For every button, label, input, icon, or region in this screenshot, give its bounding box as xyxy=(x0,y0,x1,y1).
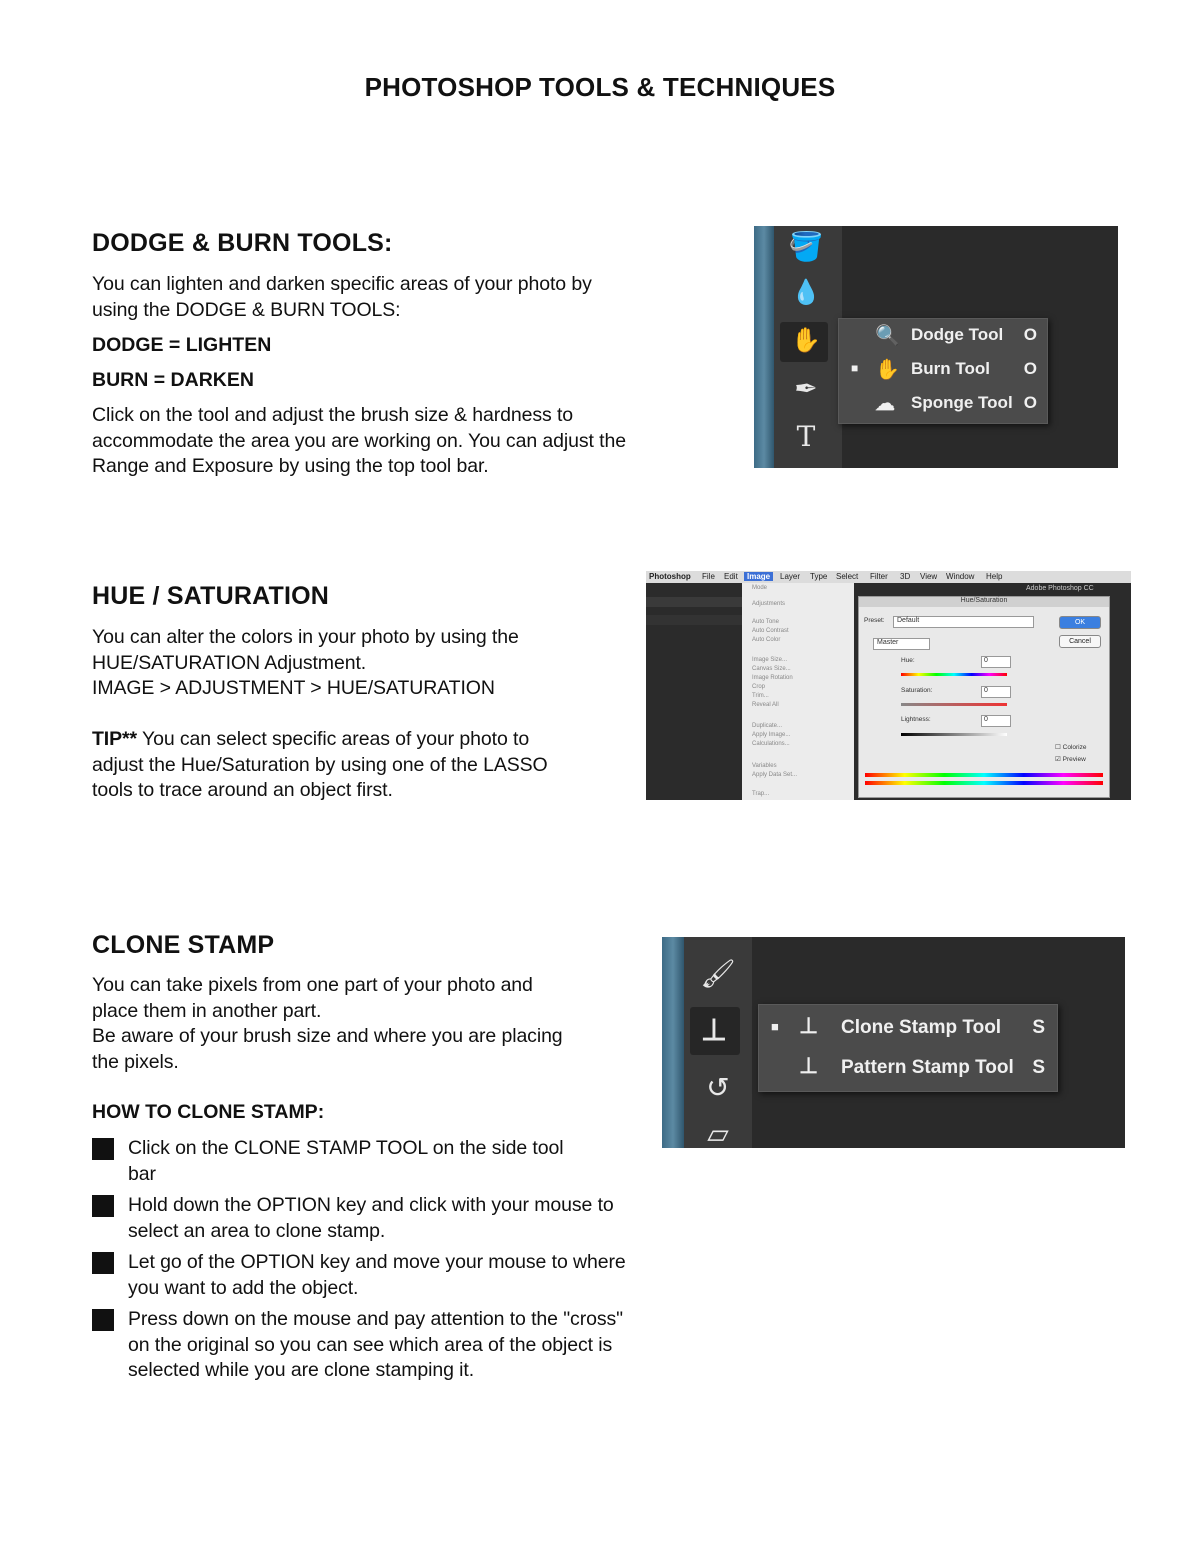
dodge-definition: DODGE = LIGHTEN xyxy=(92,334,272,356)
text-line: the pixels. xyxy=(92,1050,179,1073)
text-line: Press down on the mouse and pay attention to the "cross" xyxy=(128,1308,623,1330)
menu-item[interactable]: Crop xyxy=(752,684,766,690)
type-icon: T xyxy=(796,420,816,453)
hue-slider[interactable] xyxy=(901,673,1007,676)
flyout-label: Sponge Tool xyxy=(911,393,1013,412)
flyout-item-burn[interactable] xyxy=(839,353,1047,385)
menu-item[interactable]: Trap... xyxy=(752,791,770,797)
shortcut-key: O xyxy=(1023,325,1037,344)
flyout-label: Burn Tool xyxy=(911,359,990,378)
selected-marker: ■ xyxy=(851,361,859,375)
clone-stamp-icon: ⊥ xyxy=(799,1013,819,1038)
menu-item[interactable]: Canvas Size... xyxy=(752,666,791,672)
magnifier-icon: 🔍 xyxy=(875,325,900,347)
menu-edit[interactable]: Edit xyxy=(724,572,738,581)
blur-drop-icon: 💧 xyxy=(791,279,821,306)
menu-image[interactable]: Image xyxy=(744,572,773,581)
text-line: You can select specific areas of your photo to xyxy=(137,728,530,750)
saturation-slider[interactable] xyxy=(901,703,1007,706)
text-line: bar xyxy=(128,1162,156,1185)
flyout-label: Clone Stamp Tool xyxy=(841,1017,1002,1038)
color-bar-bottom xyxy=(865,781,1103,785)
preset-select[interactable]: Default xyxy=(893,616,1034,628)
menu-view[interactable]: View xyxy=(920,572,938,581)
eraser-icon: ▱ xyxy=(707,1118,729,1148)
flyout-item-sponge[interactable] xyxy=(839,387,1047,419)
preset-label: Preset: xyxy=(864,617,885,624)
channel-select[interactable]: Master xyxy=(873,638,930,650)
text-line: You can lighten and darken specific areas of your photo by xyxy=(92,273,592,295)
clone-stamp-heading: CLONE STAMP xyxy=(92,931,275,959)
square-bullet-icon xyxy=(92,1195,114,1217)
hue-saturation-tip xyxy=(92,727,548,804)
step-text xyxy=(128,1136,563,1187)
dodge-tool-icon[interactable]: ✋ xyxy=(791,327,821,354)
text-line: Range and Exposure by using the top tool bar. xyxy=(92,455,489,477)
tip-label: TIP** xyxy=(92,728,138,750)
flyout-item-dodge[interactable] xyxy=(839,319,1047,351)
menu-item[interactable]: Variables xyxy=(752,763,777,769)
clone-stamp-body xyxy=(92,973,563,1075)
menu-type[interactable]: Type xyxy=(810,572,828,581)
shortcut-key: O xyxy=(1023,393,1037,412)
hue-label: Hue: xyxy=(901,657,915,664)
square-bullet-icon xyxy=(92,1138,114,1160)
flyout-item-clone-stamp[interactable] xyxy=(759,1007,1057,1047)
menu-window[interactable]: Window xyxy=(946,572,975,581)
text-line: accommodate the area you are working on. You can adjust the xyxy=(92,429,626,452)
list-item xyxy=(92,1136,692,1187)
text-line: selected while you are clone stamping it. xyxy=(128,1359,475,1381)
text-line: select an area to clone stamp. xyxy=(128,1219,386,1242)
howto-heading: HOW TO CLONE STAMP: xyxy=(92,1101,325,1123)
shortcut-key: S xyxy=(1032,1017,1045,1038)
menu-select[interactable]: Select xyxy=(836,572,859,581)
list-item xyxy=(92,1307,692,1384)
text-line: You can take pixels from one part of your photo and xyxy=(92,974,533,996)
list-item xyxy=(92,1193,692,1244)
menu-item[interactable]: Adjustments xyxy=(752,601,786,607)
saturation-label: Saturation: xyxy=(901,687,933,694)
menu-file[interactable]: File xyxy=(702,572,715,581)
text-line: Be aware of your brush size and where you are placing xyxy=(92,1025,563,1047)
dodge-burn-intro xyxy=(92,272,592,323)
menu-item[interactable]: Apply Data Set... xyxy=(752,772,798,778)
clone-stamp-flyout xyxy=(758,1004,1058,1092)
pattern-stamp-icon: ⊥ xyxy=(799,1053,819,1078)
menu-filter[interactable]: Filter xyxy=(870,572,888,581)
menu-item[interactable]: Auto Contrast xyxy=(752,628,789,634)
color-bar-top xyxy=(865,773,1103,777)
step-text xyxy=(128,1307,623,1384)
clone-stamp-tool-icon[interactable]: ⊥ xyxy=(700,1014,728,1047)
menu-item[interactable]: Image Size... xyxy=(752,657,788,663)
text-line: tools to trace around an object first. xyxy=(92,779,393,801)
square-bullet-icon xyxy=(92,1309,114,1331)
app-name: Adobe Photoshop CC xyxy=(1026,585,1094,592)
menu-item[interactable]: Trim... xyxy=(752,693,769,699)
cancel-button[interactable]: Cancel xyxy=(1059,635,1101,648)
menu-item[interactable]: Auto Tone xyxy=(752,619,779,625)
dodge-burn-flyout xyxy=(838,318,1048,424)
text-line: place them in another part. xyxy=(92,999,322,1022)
text-line: using the DODGE & BURN TOOLS: xyxy=(92,298,401,321)
text-line: Let go of the OPTION key and move your mouse to where xyxy=(128,1251,626,1273)
burn-definition: BURN = DARKEN xyxy=(92,369,254,391)
menu-help[interactable]: Help xyxy=(986,572,1003,581)
doc-tab xyxy=(646,615,742,625)
square-bullet-icon xyxy=(92,1252,114,1274)
flyout-label: Dodge Tool xyxy=(911,325,1004,344)
lightness-field[interactable]: 0 xyxy=(981,715,1011,727)
step-text xyxy=(128,1193,614,1244)
preview-checkbox[interactable]: ☑ Preview xyxy=(1055,756,1086,763)
text-line: adjust the Hue/Saturation by using one of the LASSO xyxy=(92,753,548,776)
menu-item[interactable]: Image Rotation xyxy=(752,675,793,681)
text-line: Click on the CLONE STAMP TOOL on the side tool xyxy=(128,1137,564,1159)
sponge-icon: ☁ xyxy=(875,393,895,415)
hue-saturation-heading: HUE / SATURATION xyxy=(92,582,329,610)
paint-bucket-icon: 🪣 xyxy=(788,231,824,262)
hue-saturation-dialog xyxy=(858,596,1110,798)
text-line: you want to add the object. xyxy=(128,1276,359,1299)
hue-saturation-body xyxy=(92,625,519,702)
menu-item[interactable]: Calculations... xyxy=(752,741,790,747)
howto-steps xyxy=(92,1136,692,1390)
canvas-edge xyxy=(662,937,684,1148)
lightness-label: Lightness: xyxy=(901,716,931,723)
menu-item[interactable]: Duplicate... xyxy=(752,723,783,729)
ok-button[interactable]: OK xyxy=(1059,616,1101,629)
menu-item[interactable]: Auto Color xyxy=(752,637,781,643)
menu-item[interactable]: Reveal All xyxy=(752,702,779,708)
dodge-burn-body xyxy=(92,403,626,480)
list-item xyxy=(92,1250,692,1301)
flyout-item-pattern-stamp[interactable] xyxy=(759,1047,1057,1087)
hue-field[interactable]: 0 xyxy=(981,656,1011,668)
dialog-title: Hue/Saturation xyxy=(859,597,1109,607)
menu-item[interactable]: Apply Image... xyxy=(752,732,791,738)
toolbar xyxy=(684,937,752,1148)
menu-3d[interactable]: 3D xyxy=(900,572,911,581)
canvas-edge xyxy=(754,226,774,468)
text-line: Hold down the OPTION key and click with your mouse to xyxy=(128,1194,614,1216)
text-line: You can alter the colors in your photo by using the xyxy=(92,626,519,648)
step-text xyxy=(128,1250,626,1301)
menu-bar xyxy=(646,571,1131,583)
saturation-field[interactable]: 0 xyxy=(981,686,1011,698)
shortcut-key: O xyxy=(1023,359,1037,378)
history-brush-icon: ↺ xyxy=(706,1072,730,1103)
toolbar xyxy=(774,226,842,468)
menu-layer[interactable]: Layer xyxy=(780,572,801,581)
shortcut-key: S xyxy=(1032,1057,1045,1078)
pen-icon: ✒ xyxy=(794,373,818,404)
colorize-label: Colorize xyxy=(1062,744,1087,751)
text-line: on the original so you can see which area of the object is xyxy=(128,1333,613,1356)
hue-saturation-screenshot xyxy=(646,571,1131,800)
dodge-burn-heading: DODGE & BURN TOOLS: xyxy=(92,229,393,257)
burn-hand-icon: ✋ xyxy=(875,359,900,381)
menu-item[interactable]: Mode xyxy=(752,585,768,591)
page-title: PHOTOSHOP TOOLS & TECHNIQUES xyxy=(364,72,836,102)
menu-photoshop[interactable]: Photoshop xyxy=(649,572,691,581)
text-line: HUE/SATURATION Adjustment. xyxy=(92,651,367,674)
preview-label: Preview xyxy=(1062,756,1086,763)
image-menu xyxy=(742,583,854,800)
selected-marker: ■ xyxy=(771,1019,779,1034)
text-line: Click on the tool and adjust the brush size & hardness to xyxy=(92,404,574,426)
colorize-checkbox[interactable]: ☐ Colorize xyxy=(1055,744,1087,751)
text-line: IMAGE > ADJUSTMENT > HUE/SATURATION xyxy=(92,677,495,699)
flyout-label: Pattern Stamp Tool xyxy=(841,1057,1014,1078)
lightness-slider[interactable] xyxy=(901,733,1007,736)
brush-icon: 🖌 xyxy=(700,958,736,989)
options-bar xyxy=(646,597,742,607)
